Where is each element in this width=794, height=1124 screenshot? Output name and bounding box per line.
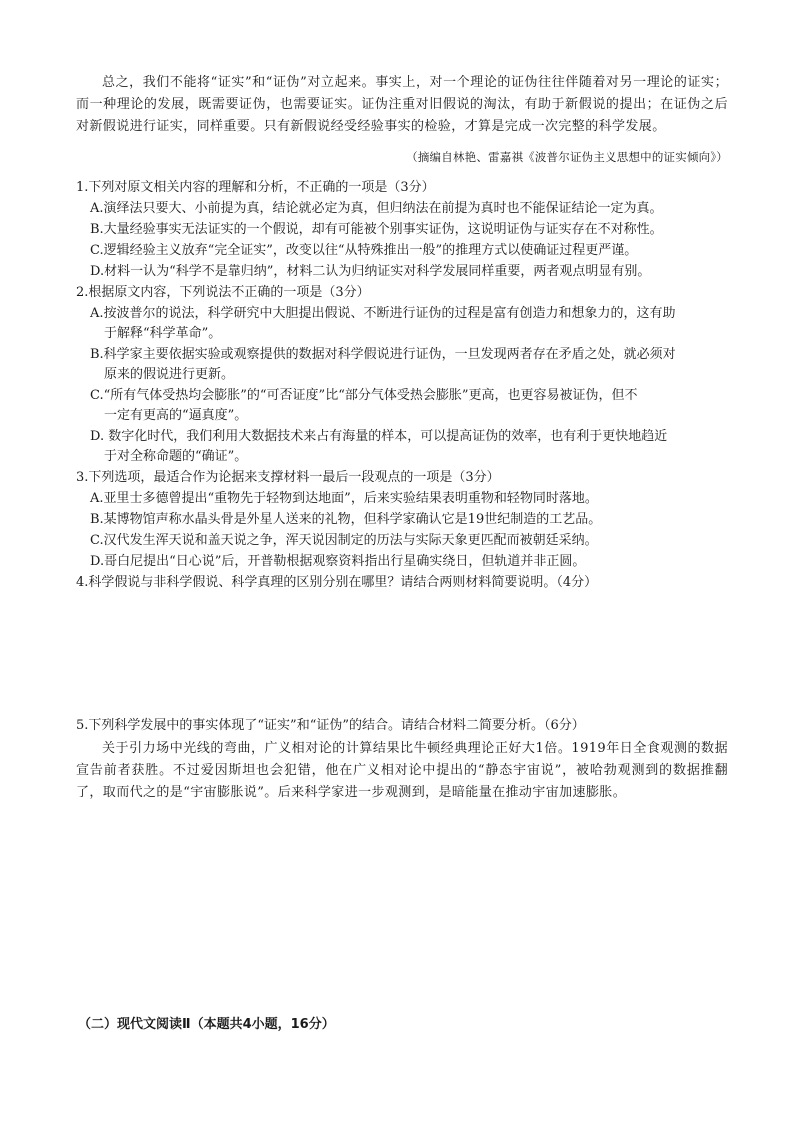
section-title: （二）现代文阅读Ⅱ（本题共4小题，16分）	[78, 1017, 335, 1032]
question-3-option-a: A.亚里士多德曾提出“重物先于轻物到达地面”，后来实验结果表明重物和轻物同时落地。	[90, 491, 598, 506]
question-3-option-b: B.某博物馆声称水晶头骨是外星人送来的礼物，但科学家确认它是19世纪制造的工艺品。	[90, 512, 602, 527]
option-line: D. 数字化时代，我们利用大数据技术来占有海量的样本，可以提高证伪的效率，也有利于更快地趋近	[90, 429, 668, 444]
question-5-stem: 5.下列科学发展中的事实体现了“证实”和“证伪”的结合。请结合材料二简要分析。（6分）	[76, 718, 585, 733]
question-3-option-c: C.汉代发生浑天说和盖天说之争，浑天说因制定的历法与实际天象更匹配而被朝廷采纳。	[90, 533, 598, 548]
option-line: A.按波普尔的说法，科学研究中大胆提出假说、不断进行证伪的过程是富有创造力和想象力的，这有助	[90, 306, 676, 321]
option-line-continued: 一定有更高的“逼真度”。	[104, 408, 248, 423]
question-4-stem: 4.科学假说与非科学假说、科学真理的区别分别在哪里？请结合两则材料简要说明。（4分）	[76, 575, 598, 590]
question-1-stem: 1.下列对原文相关内容的理解和分析，不正确的一项是（3分）	[76, 180, 435, 195]
option-line-continued: 于对全称命题的“确证”。	[104, 449, 248, 464]
question-3-stem: 3.下列选项，最适合作为论据来支撑材料一最后一段观点的一项是（3分）	[76, 470, 500, 485]
option-line-continued: 于解释“科学革命”。	[104, 326, 222, 341]
question-2-option-a	[90, 304, 730, 344]
option-line: C.“所有气体受热均会膨胀”的“可否证度”比“部分气体受热会膨胀”更高，也更容易被证伪，但不	[90, 388, 638, 403]
question-1-option-b: B.大量经验事实无法证实的一个假说，却有可能被个别事实证伪，这说明证伪与证实存在不对称性。	[90, 222, 663, 237]
option-line: B.科学家主要依据实验或观察提供的数据对科学假说进行证伪，一旦发现两者存在矛盾之处，就必须对	[90, 347, 676, 362]
question-1-option-a: A.演绎法只要大、小前提为真，结论就必定为真，但归纳法在前提为真时也不能保证结论一定为真。	[90, 201, 663, 216]
question-1-option-d: D.材料一认为“科学不是靠归纳”，材料二认为归纳证实对科学发展同样重要，两者观点明显有别。	[90, 264, 651, 279]
question-3-option-d: D.哥白尼提出“日心说”后，开普勒根据观察资料指出行星确实绕日，但轨道并非正圆。	[90, 554, 586, 569]
question-5-material: 关于引力场中光线的弯曲，广义相对论的计算结果比牛顿经典理论正好大1倍。1919年日全食观测的数据宣告前者获胜。不过爱因斯坦也会犯错，他在广义相对论中提出的“静态宇宙说”，被哈勃观测到的数据推翻了，取而代之的是“宇宙膨胀说”。后来科学家进一步观测到，是暗能量在推动宇宙加速膨胀。	[76, 741, 728, 800]
option-line-continued: 原来的假说进行更新。	[104, 367, 235, 382]
question-1-option-c: C.逻辑经验主义放弃“完全证实”，改变以往“从特殊推出一般”的推理方式以使确证过程更严谨。	[90, 243, 638, 258]
question-2-option-c	[90, 386, 730, 426]
question-2-option-b	[90, 345, 730, 385]
source-citation: （摘编自林艳、雷嘉祺《波普尔证伪主义思想中的证实倾向》）	[406, 150, 728, 164]
summary-paragraph: 总之，我们不能将“证实”和“证伪”对立起来。事实上，对一个理论的证伪往往伴随着对另一理论的证实；而一种理论的发展，既需要证伪，也需要证实。证伪注重对旧假说的淘汰，有助于新假说的提出；在证伪之后对新假说进行证实，同样重要。只有新假说经受经验事实的检验，才算是完成一次完整的科学发展。	[76, 75, 728, 134]
question-2-option-d	[90, 427, 730, 467]
question-2-stem: 2.根据原文内容，下列说法不正确的一项是（3分）	[76, 285, 370, 300]
